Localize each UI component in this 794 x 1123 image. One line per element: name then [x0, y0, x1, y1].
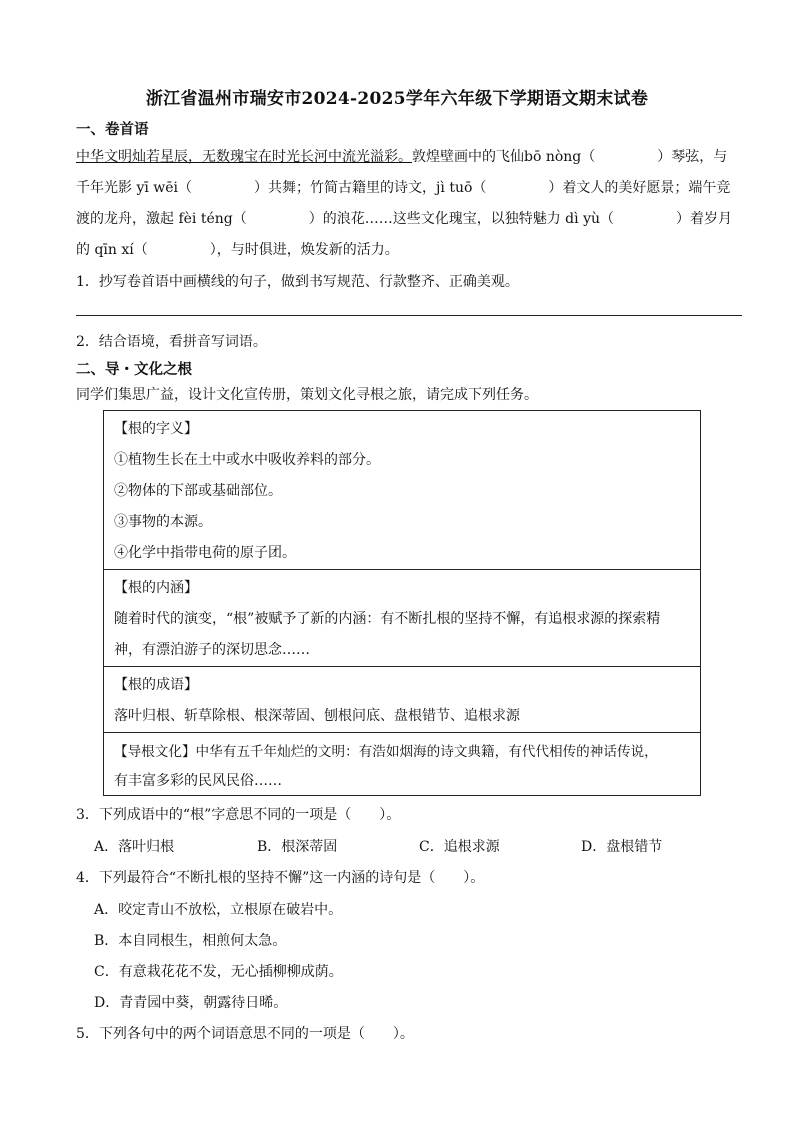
preface-text: 渡的龙舟，激起 fèi téng（: [76, 211, 247, 227]
meaning-title: 【根的字义】: [114, 421, 198, 437]
q4-option-b: B．本自同根生，相煎何太急。: [94, 933, 287, 949]
preface-text: 千年光影 yī wēi（: [76, 180, 193, 196]
preface-text: ），与时俱进，焕发新的活力。: [209, 242, 399, 258]
idioms-title: 【根的成语】: [114, 677, 198, 693]
question-2: 2．结合语境，看拼音写词语。: [76, 334, 267, 350]
connotation-text: 随着时代的演变，“根”被赋予了新的内涵：有不断扎根的坚持不懈，有追根求源的探索精: [114, 611, 661, 627]
preface-text: ）着文人的美好愿景；端午竞: [548, 180, 731, 196]
q3-option-a: A．落叶归根: [94, 839, 175, 855]
question-3: 3．下列成语中的“根”字意思不同的一项是（ ）。: [76, 807, 401, 823]
preface-line-1: [76, 146, 727, 166]
culture-text: 【导根文化】中华有五千年灿烂的文明：有浩如烟海的诗文典籍，有代代相传的神话传说，: [114, 744, 658, 760]
connotation-title: 【根的内涵】: [114, 580, 198, 596]
answer-line: [76, 315, 742, 316]
meaning-item: ④化学中指带电荷的原子团。: [114, 545, 296, 561]
section-2-heading: 二、导・文化之根: [76, 361, 192, 378]
q4-option-a: A．咬定青山不放松，立根原在破岩中。: [94, 902, 343, 918]
q3-option-c: C．追根求源: [419, 839, 500, 855]
question-4: 4．下列最符合“不断扎根的坚持不懈”这一内涵的诗句是（ ）。: [76, 870, 485, 886]
preface-text: 的 qīn xí（: [76, 242, 148, 258]
meaning-item: ①植物生长在土中或水中吸收养料的部分。: [114, 452, 380, 468]
q4-option-c: C．有意栽花花不发，无心插柳柳成荫。: [94, 964, 343, 980]
connotation-text: 神，有漂泊游子的深切思念……: [114, 642, 310, 658]
preface-text: ）的浪花……这些文化瑰宝，以独特魅力 dì yù（: [308, 211, 614, 227]
box-divider: [104, 569, 700, 570]
preface-line-3: [76, 208, 732, 228]
question-5: 5．下列各句中的两个词语意思不同的一项是（ ）。: [76, 1026, 414, 1042]
preface-text: ）共舞；竹简古籍里的诗文，jì tuō（: [254, 180, 487, 196]
exam-title: 浙江省温州市瑞安市2024-2025学年六年级下学期语文期末试卷: [145, 89, 649, 109]
underlined-sentence: 中华文明灿若星辰，无数瑰宝在时光长河中流光溢彩。: [76, 149, 412, 165]
preface-text: 敦煌壁画中的飞仙bō nòng（: [412, 149, 596, 165]
preface-line-2: [76, 177, 730, 197]
preface-line-4: [76, 239, 399, 259]
meaning-item: ②物体的下部或基础部位。: [114, 483, 282, 499]
culture-text: 有丰富多彩的民风民俗……: [114, 773, 282, 789]
preface-text: ）着岁月: [676, 211, 732, 227]
preface-text: ）琴弦，与: [657, 149, 728, 165]
box-divider: [104, 666, 700, 667]
root-info-box: [103, 410, 701, 796]
q4-option-d: D．青青园中葵，朝露待日晞。: [94, 995, 288, 1011]
question-1: 1．抄写卷首语中画横线的句子，做到书写规范、行款整齐、正确美观。: [76, 274, 519, 290]
meaning-item: ③事物的本源。: [114, 514, 212, 530]
section-2-intro: 同学们集思广益，设计文化宣传册，策划文化寻根之旅，请完成下列任务。: [76, 387, 538, 403]
section-1-heading: 一、卷首语: [76, 121, 149, 138]
q3-option-d: D．盘根错节: [581, 839, 663, 855]
box-divider: [104, 732, 700, 733]
q3-option-b: B．根深蒂固: [257, 839, 338, 855]
idioms-list: 落叶归根、斩草除根、根深蒂固、刨根问底、盘根错节、追根求源: [114, 708, 520, 724]
